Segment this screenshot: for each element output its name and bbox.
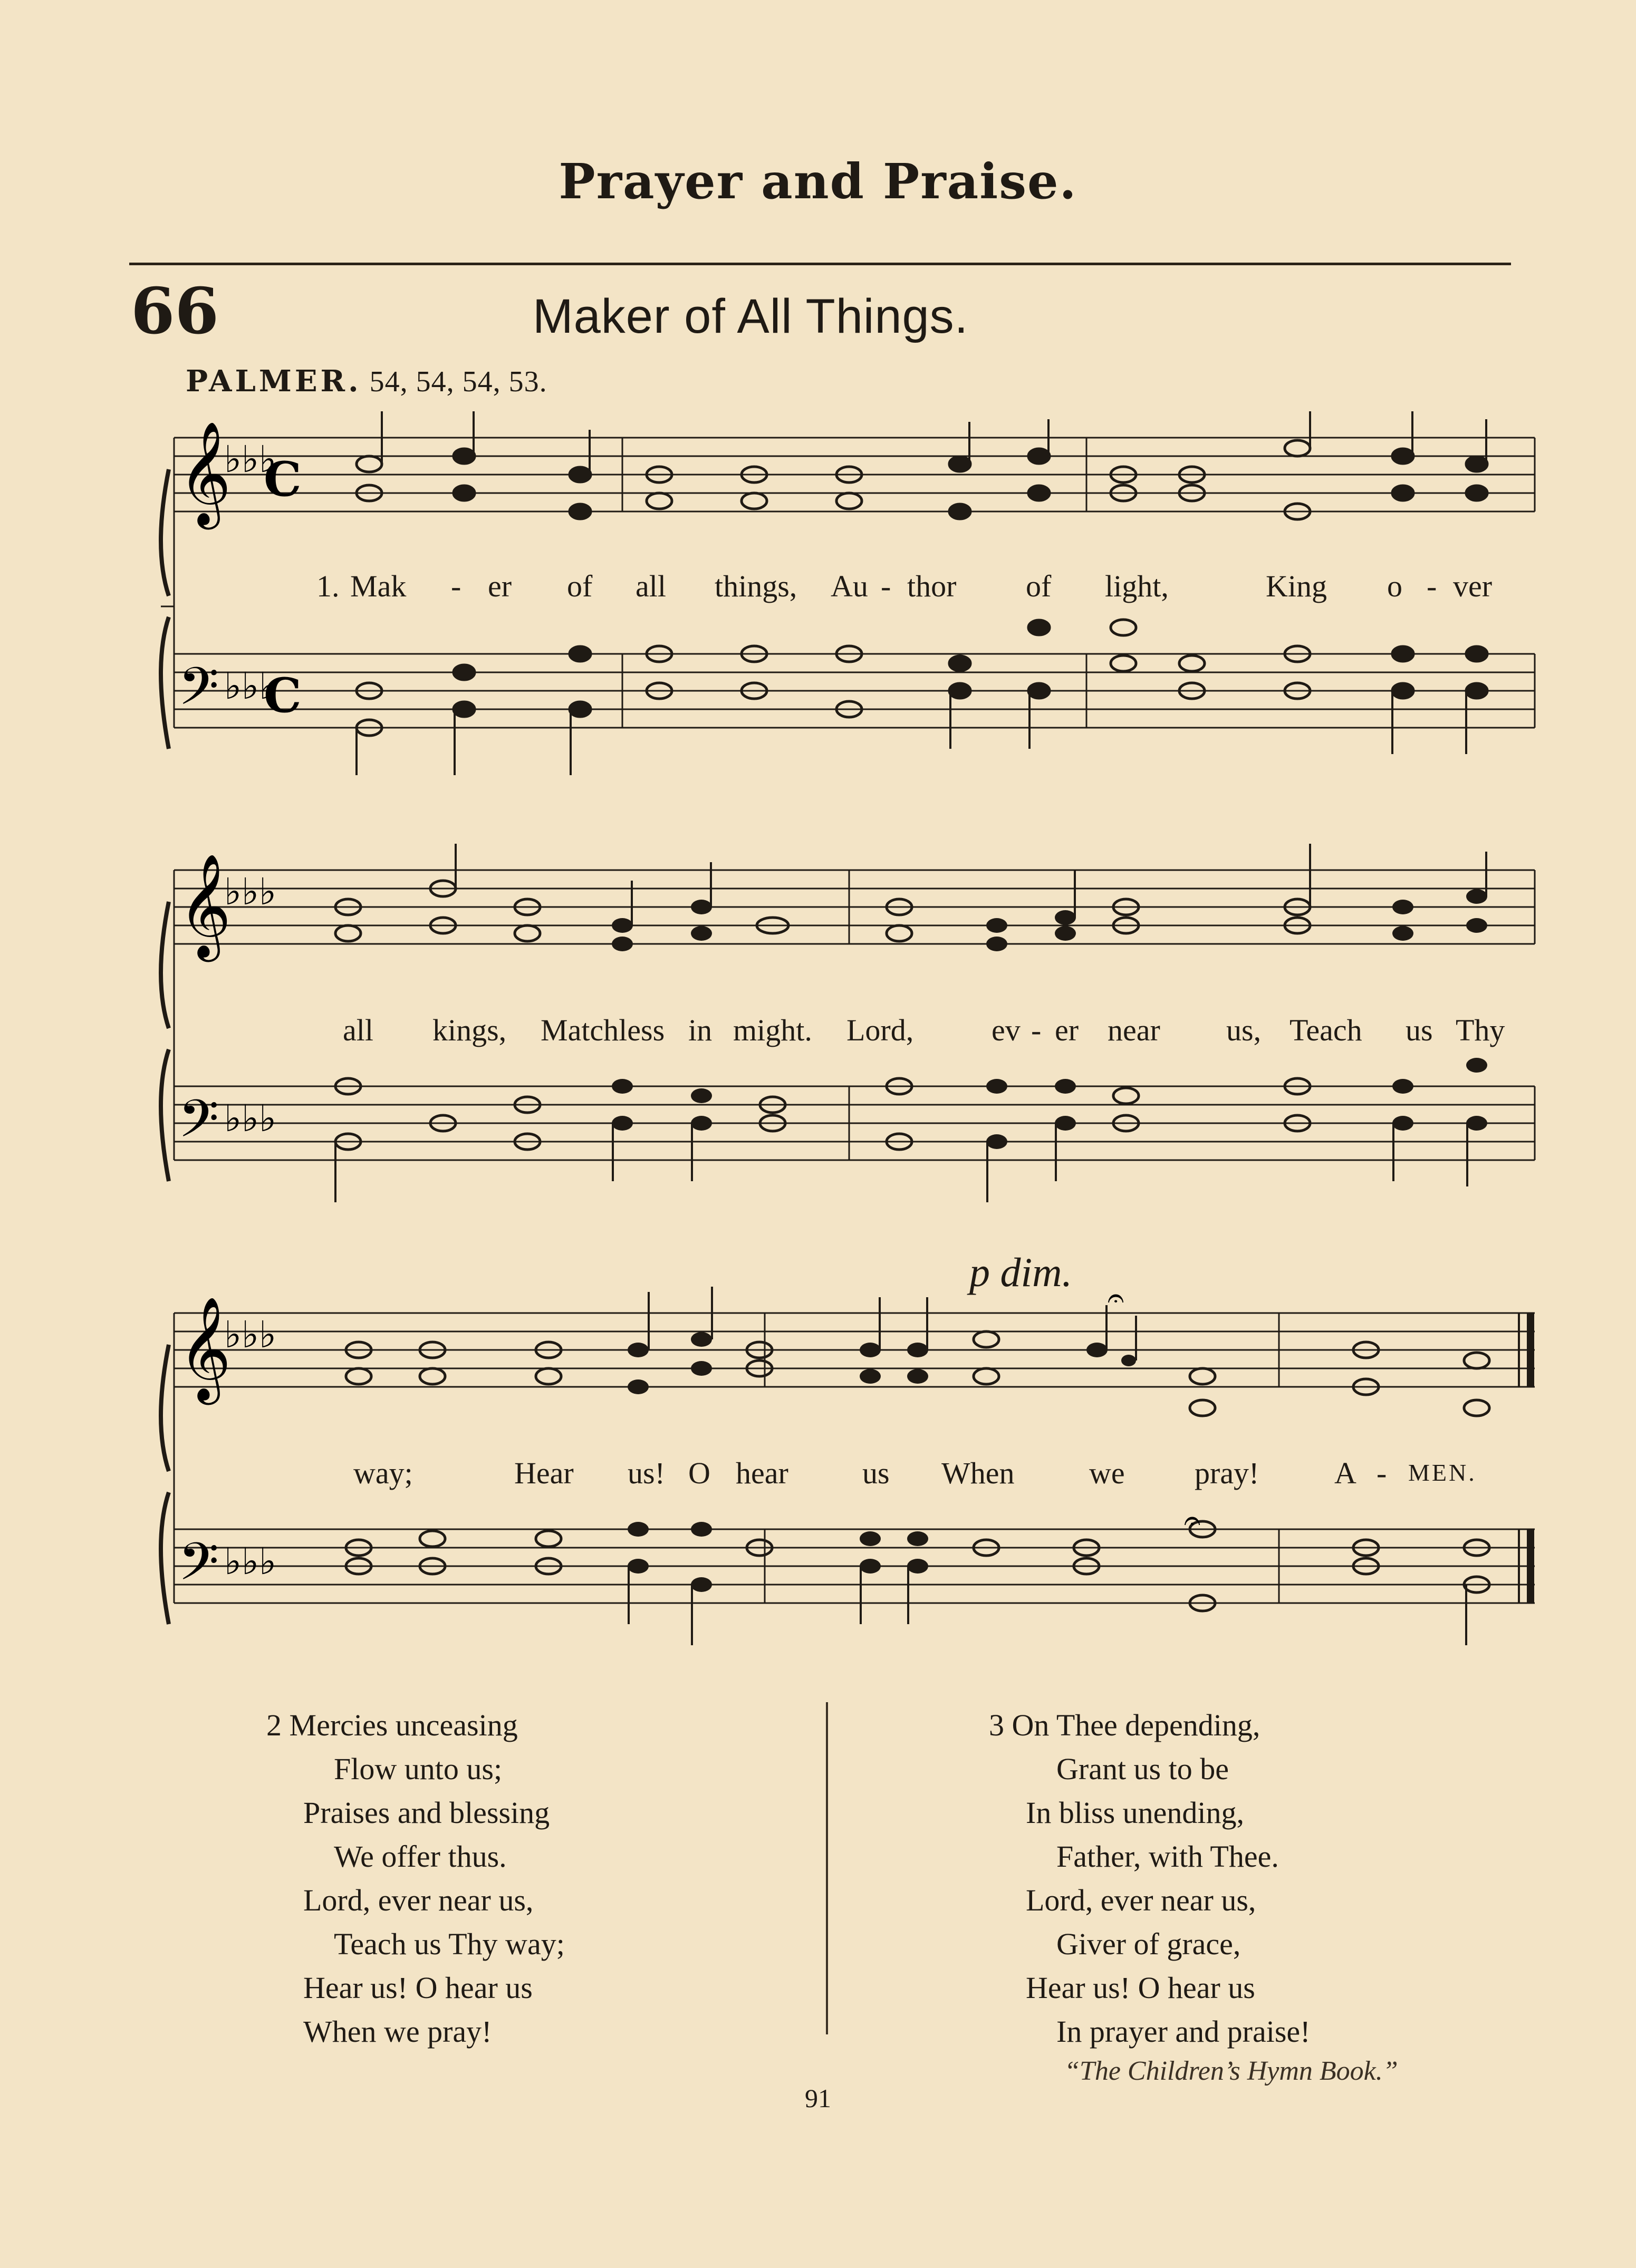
svg-text:C: C (264, 451, 302, 507)
lyric-syllable: King (1266, 569, 1327, 603)
lyric-syllable: us (1406, 1013, 1433, 1047)
verse-line: Hear us! O hear us (303, 1971, 533, 2005)
verse-line: 3 On Thee depending, (989, 1708, 1260, 1742)
hymn-title: Maker of All Things. (533, 289, 969, 343)
lyric-syllable: near (1108, 1013, 1160, 1047)
lyric-syllable: er (488, 569, 512, 603)
svg-text:♭♭♭: ♭♭♭ (224, 1097, 277, 1140)
svg-text:𝄞: 𝄞 (178, 853, 232, 958)
lyric-syllable: light, (1105, 569, 1169, 603)
lyric-syllable: of (1026, 569, 1052, 603)
verse-line: When we pray! (303, 2014, 492, 2049)
lyrics-line-2 (190, 1012, 1529, 1055)
lyric-syllable: o (1387, 569, 1402, 603)
lyric-syllable: we (1089, 1456, 1125, 1490)
lyric-syllable: us (862, 1456, 890, 1490)
lyric-syllable: way; (353, 1456, 413, 1490)
svg-text:𝄐: 𝄐 (1184, 1503, 1201, 1538)
verse-3 (989, 1703, 1310, 2053)
lyric-syllable: - (1377, 1456, 1387, 1490)
lyrics-line-1 (190, 568, 1529, 611)
lyric-syllable: MEN. (1408, 1459, 1477, 1486)
svg-text:♭♭♭: ♭♭♭ (224, 1313, 277, 1356)
verse-line: Teach us Thy way; (334, 1927, 565, 1961)
attribution: “The Children’s Hymn Book.” (1064, 2056, 1398, 2086)
lyric-syllable: - (881, 569, 891, 603)
lyric-syllable: Thy (1456, 1013, 1505, 1047)
lyric-syllable: of (567, 569, 593, 603)
svg-text:𝄢: 𝄢 (178, 1532, 219, 1605)
svg-text:𝄞: 𝄞 (178, 421, 232, 525)
lyric-syllable: 1. Mak (316, 569, 407, 603)
verse-line: Father, with Thee. (1056, 1839, 1279, 1874)
lyric-syllable: Au (831, 569, 868, 603)
verse-2 (266, 1703, 565, 2053)
lyric-syllable: things, (715, 569, 797, 603)
verse-line: Giver of grace, (1056, 1927, 1241, 1961)
lyric-syllable: Teach (1289, 1013, 1362, 1047)
header-rule (129, 263, 1511, 265)
lyric-syllable: - (1031, 1013, 1042, 1047)
svg-text:𝄐: 𝄐 (1108, 1287, 1124, 1315)
lyrics-line-3 (190, 1455, 1529, 1498)
verse-line: Flow unto us; (334, 1752, 503, 1786)
verse-line: 2 Mercies unceasing (266, 1708, 518, 1742)
lyric-syllable: us, (1226, 1013, 1262, 1047)
verse-line: Praises and blessing (303, 1796, 550, 1830)
lyric-syllable: all (343, 1013, 373, 1047)
verse-line: In prayer and praise! (1056, 2014, 1311, 2049)
lyric-syllable: pray! (1195, 1456, 1259, 1490)
lyric-syllable: O (688, 1456, 710, 1490)
verse-line: Grant us to be (1056, 1752, 1229, 1786)
verse-line: Lord, ever near us, (1026, 1883, 1256, 1917)
verse-line: In bliss unending, (1026, 1796, 1245, 1830)
svg-text:♭♭♭: ♭♭♭ (224, 664, 277, 708)
lyric-syllable: - (1427, 569, 1437, 603)
lyric-syllable: - (451, 569, 461, 603)
svg-text:C: C (264, 668, 302, 723)
page-header: Prayer and Praise. (559, 153, 1077, 210)
lyric-syllable: all (636, 569, 666, 603)
lyric-syllable: A (1334, 1456, 1356, 1490)
verse-divider (826, 1702, 828, 2034)
verse-line: Lord, ever near us, (303, 1883, 534, 1917)
tune-line (186, 364, 547, 399)
lyric-syllable: thor (907, 569, 957, 603)
verse-number: 2 (266, 1708, 282, 1742)
svg-text:♭♭♭: ♭♭♭ (224, 1540, 277, 1583)
lyric-syllable: When (941, 1456, 1015, 1490)
svg-text:♭♭♭: ♭♭♭ (224, 870, 277, 913)
dynamic-marking: p dim. (969, 1249, 1072, 1295)
lyric-syllable: in (688, 1013, 713, 1047)
svg-text:♭♭♭: ♭♭♭ (224, 438, 277, 481)
lyric-syllable: ver (1453, 569, 1493, 603)
svg-text:𝄢: 𝄢 (178, 1089, 219, 1162)
lyric-syllable: Lord, (846, 1013, 914, 1047)
lyric-syllable: might. (733, 1013, 812, 1047)
lyric-syllable: Matchless (541, 1013, 665, 1047)
verse-number: 3 (989, 1708, 1004, 1742)
page-number: 91 (805, 2083, 831, 2113)
lyric-syllable: Hear (514, 1456, 574, 1490)
svg-text:𝄞: 𝄞 (178, 1296, 232, 1401)
lyric-syllable: kings, (432, 1013, 507, 1047)
lyric-syllable: ev (992, 1013, 1021, 1047)
lyric-syllable: hear (736, 1456, 788, 1490)
tune-name: PALMER. (186, 364, 362, 399)
verse-line: We offer thus. (334, 1839, 507, 1874)
svg-text:𝄢: 𝄢 (178, 657, 219, 730)
verse-line: Hear us! O hear us (1026, 1971, 1255, 2005)
meter: 54, 54, 54, 53. (369, 365, 547, 398)
lyric-syllable: us! (628, 1456, 665, 1490)
hymn-number: 66 (131, 274, 219, 349)
lyric-syllable: er (1055, 1013, 1079, 1047)
